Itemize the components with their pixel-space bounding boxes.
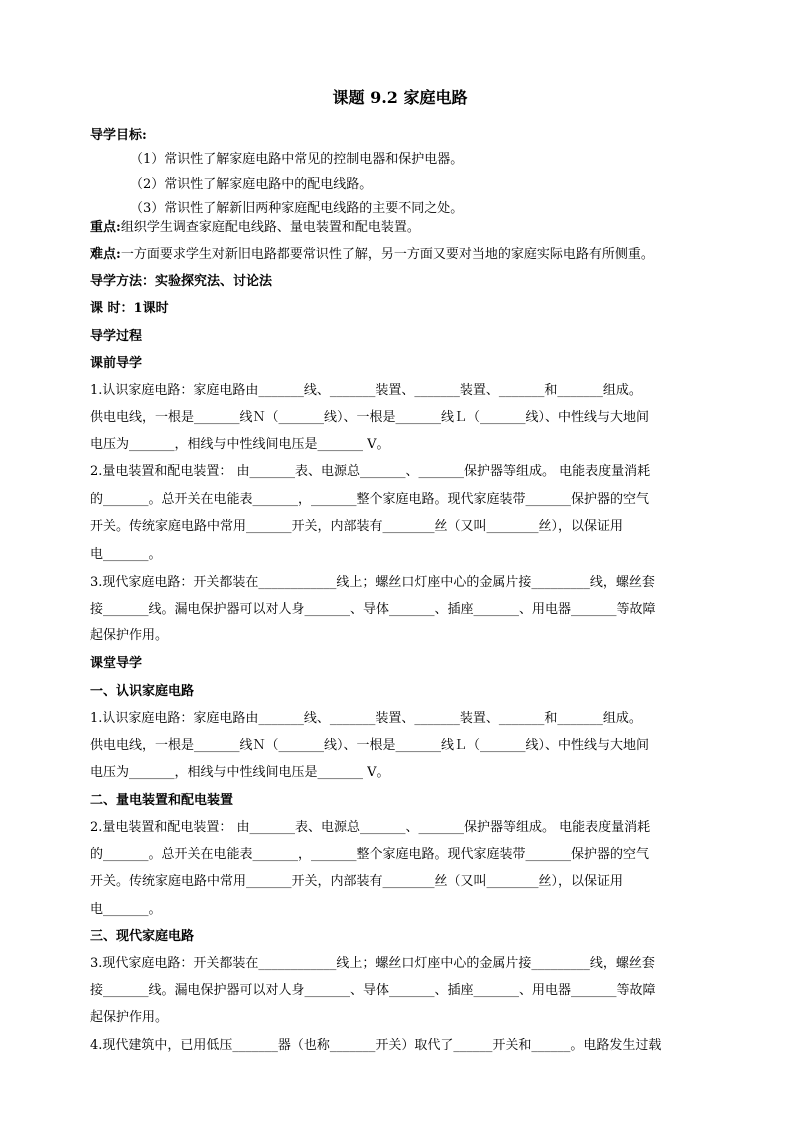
pre-q3-line-1: 3.现代家庭电路：开关都装在____________线上；螺丝口灯座中心的金属片接_________线，螺丝套 (90, 575, 655, 590)
class-hours: 课 时：1课时 (90, 301, 169, 316)
objective-2: （2）常识性了解家庭电路中的配电线路。 (130, 177, 373, 192)
method: 导学方法：实验探究法、讨论法 (90, 274, 273, 289)
section-1-heading: 一、认识家庭电路 (90, 684, 195, 699)
key-point (90, 219, 420, 237)
objectives-label: 导学目标: (90, 128, 147, 143)
page-title: 课题 9.2 家庭电路 (332, 88, 468, 107)
key-point-text: 组织学生调查家庭配电线路、量电装置和配电装置。 (120, 220, 420, 235)
pre-q3-line-2: 接_______线。漏电保护器可以对人身_______、导体_______、插座_______、用电器_______等故障 (90, 602, 656, 617)
s2-line-1: 2.量电装置和配电装置： 由_______表、电源总_______、_______保护器等组成。 电能表度量消耗 (90, 820, 651, 835)
pre-q2-line-3: 开关。传统家庭电路中常用_______开关，内部装有________丝（又叫________丝），以保证用 (90, 519, 624, 534)
pre-q3-line-3: 起保护作用。 (90, 628, 169, 643)
s3-line-4: 4.现代建筑中，已用低压_______器（也称_______开关）取代了______开关和______。电路发生过载 (90, 1038, 662, 1053)
pre-class-heading: 课前导学 (90, 356, 143, 371)
s2-line-3: 开关。传统家庭电路中常用_______开关，内部装有________丝（又叫________丝），以保证用 (90, 874, 624, 889)
process-heading: 导学过程 (90, 329, 143, 344)
s2-line-2: 的_______。总开关在电能表_______，_______整个家庭电路。现代家庭装带_______保护器的空气 (90, 847, 650, 862)
objective-1: （1）常识性了解家庭电路中常见的控制电器和保护电器。 (130, 152, 464, 167)
s1-line-1: 1.认识家庭电路：家庭电路由_______线、_______装置、_______装置、_______和_______组成。 (90, 711, 642, 726)
key-point-label: 重点: (90, 220, 121, 235)
objective-3: （3）常识性了解新旧两种家庭配电线路的主要不同之处。 (130, 201, 464, 216)
s3-line-1: 3.现代家庭电路：开关都装在____________线上；螺丝口灯座中心的金属片接_________线，螺丝套 (90, 956, 655, 971)
pre-q1-line-3: 电压为_______，相线与中性线间电压是_______ V。 (90, 437, 390, 452)
s1-line-2: 供电电线，一根是_______线Ｎ（_______线）、一根是_______线Ｌ（_______线）、中性线与大地间 (90, 738, 650, 753)
pre-q2-line-4: 电_______。 (90, 547, 162, 562)
pre-q2-line-2: 的_______。总开关在电能表_______，_______整个家庭电路。现代家庭装带_______保护器的空气 (90, 492, 650, 507)
s1-line-3: 电压为_______，相线与中性线间电压是_______ V。 (90, 765, 390, 780)
pre-q1-line-1: 1.认识家庭电路：家庭电路由_______线、_______装置、_______装置、_______和_______组成。 (90, 383, 642, 398)
pre-q1-line-2: 供电电线，一根是_______线Ｎ（_______线）、一根是_______线Ｌ（_______线）、中性线与大地间 (90, 410, 650, 425)
difficulty-label: 难点: (90, 247, 121, 262)
difficulty-text: 一方面要求学生对新旧电路都要常识性了解，另一方面又要对当地的家庭实际电路有所侧重。 (120, 247, 654, 262)
s3-line-3: 起保护作用。 (90, 1010, 169, 1025)
section-2-heading: 二、量电装置和配电装置 (90, 793, 234, 808)
section-3-heading: 三、现代家庭电路 (90, 929, 195, 944)
pre-q2-line-1: 2.量电装置和配电装置： 由_______表、电源总_______、_______保护器等组成。 电能表度量消耗 (90, 464, 651, 479)
s3-line-2: 接_______线。漏电保护器可以对人身_______、导体_______、插座_______、用电器_______等故障 (90, 983, 656, 998)
in-class-heading: 课堂导学 (90, 656, 143, 671)
difficulty (90, 246, 654, 264)
s2-line-4: 电_______。 (90, 902, 162, 917)
